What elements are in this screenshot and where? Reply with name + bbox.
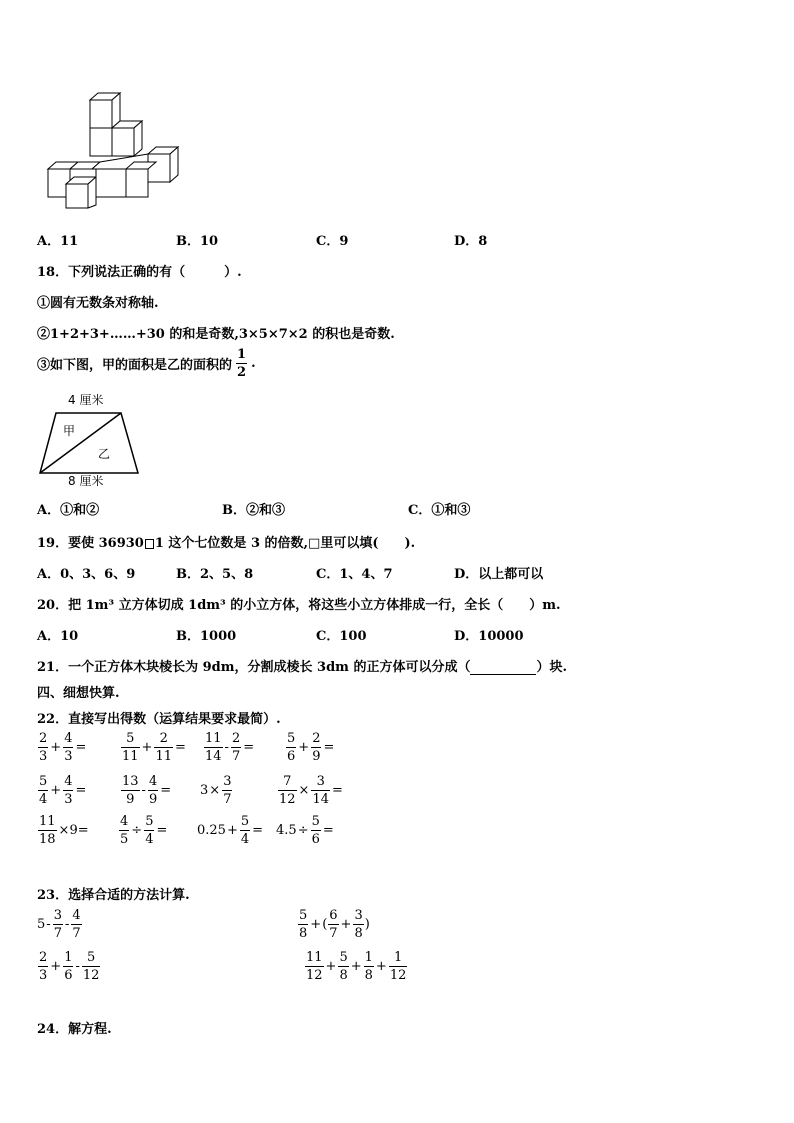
q19-option-a[interactable]: A．0、3、6、9 xyxy=(37,567,136,582)
q23-expr-4: $\frac{11}{12}$ + $\frac{5}{8}$ + $\frac{1}{8}$ + $\frac{1}{12}$ xyxy=(306,950,407,983)
q22-expr-7: 3 × $\frac{3}{7}$ xyxy=(200,774,232,807)
q22-stem: 22．直接写出得数（运算结果要求最简）. xyxy=(37,712,281,727)
cube-stack-figure xyxy=(44,92,184,210)
svg-text:甲: 甲 xyxy=(63,424,76,438)
q19-option-d[interactable]: D．以上都可以 xyxy=(454,567,544,582)
q18-statement-1: ①圆有无数条对称轴. xyxy=(37,296,159,311)
q19-option-b[interactable]: B．2、5、8 xyxy=(176,567,254,582)
q22-expr-1: $\frac{2}{3}$ + $\frac{4}{3}$ = xyxy=(39,731,87,764)
q18-statement-3: ③如下图，甲的面积是乙的面积的 $\frac{1}{2}$ . xyxy=(37,347,256,380)
section-heading: 四、细想快算. xyxy=(37,686,120,701)
q18-option-a[interactable]: A．①和② xyxy=(37,503,100,518)
q20-stem: 20．把 1m³ 立方体切成 1dm³ 的小立方体，将这些小立方体排成一行，全长（ ）m. xyxy=(37,598,561,613)
q22-expr-12: 4.5 ÷ $\frac{5}{6}$ = xyxy=(276,814,334,847)
q20-option-b[interactable]: B．1000 xyxy=(176,629,237,644)
q24-stem: 24．解方程. xyxy=(37,1022,112,1037)
q23-expr-2: $\frac{5}{8}$ + ( $\frac{6}{7}$ + $\frac{3}{8}$ ) xyxy=(299,908,370,941)
q20-option-a[interactable]: A．10 xyxy=(37,629,79,644)
q17-option-c[interactable]: C．9 xyxy=(316,234,349,249)
q17-option-b[interactable]: B．10 xyxy=(176,234,219,249)
q18-option-c[interactable]: C．①和③ xyxy=(408,503,471,518)
q19-option-c[interactable]: C．1、4、7 xyxy=(316,567,393,582)
q17-option-a[interactable]: A．11 xyxy=(37,234,79,249)
q22-expr-10: $\frac{4}{5}$ ÷ $\frac{5}{4}$ = xyxy=(120,814,168,847)
q23-stem: 23．选择合适的方法计算. xyxy=(37,888,190,903)
digit-box xyxy=(145,539,154,549)
q20-option-c[interactable]: C．100 xyxy=(316,629,367,644)
q21-stem: 21．一个正方体木块棱长为 9dm，分割成棱长 3dm 的正方体可以分成（ ）块. xyxy=(37,660,567,675)
q22-expr-8: $\frac{7}{12}$ × $\frac{3}{14}$ = xyxy=(279,774,343,807)
q18-option-b[interactable]: B．②和③ xyxy=(222,503,285,518)
q22-expr-11: 0.25 + $\frac{5}{4}$ = xyxy=(197,814,264,847)
q22-expr-9: $\frac{11}{18}$ ×9= xyxy=(39,814,89,847)
q17-option-d[interactable]: D．8 xyxy=(454,234,488,249)
q20-option-d[interactable]: D．10000 xyxy=(454,629,524,644)
q22-expr-2: $\frac{5}{11}$ + $\frac{2}{11}$ = xyxy=(122,731,186,764)
q22-expr-5: $\frac{5}{4}$ + $\frac{4}{3}$ = xyxy=(39,774,87,807)
q22-expr-3: $\frac{11}{14}$ - $\frac{2}{7}$ = xyxy=(205,731,255,764)
q19-stem: 19．要使 36930 1 这个七位数是 3 的倍数,□里可以填( ). xyxy=(37,536,416,551)
svg-text:8 厘米: 8 厘米 xyxy=(68,474,104,488)
q22-expr-4: $\frac{5}{6}$ + $\frac{2}{9}$ = xyxy=(287,731,335,764)
answer-blank[interactable] xyxy=(470,661,536,675)
trapezoid-figure xyxy=(36,390,156,490)
svg-text:4 厘米: 4 厘米 xyxy=(68,393,104,407)
q23-expr-3: $\frac{2}{3}$ + $\frac{1}{6}$ - $\frac{5}{12}$ xyxy=(39,950,100,983)
svg-text:乙: 乙 xyxy=(98,447,111,461)
q18-statement-2: ②1+2+3+……+30 的和是奇数,3×5×7×2 的积也是奇数. xyxy=(37,327,395,342)
q23-expr-1: 5 - $\frac{3}{7}$ - $\frac{4}{7}$ xyxy=(37,908,81,941)
q22-expr-6: $\frac{13}{9}$ - $\frac{4}{9}$ = xyxy=(122,774,172,807)
q18-stem: 18．下列说法正确的有（ ）. xyxy=(37,265,242,280)
